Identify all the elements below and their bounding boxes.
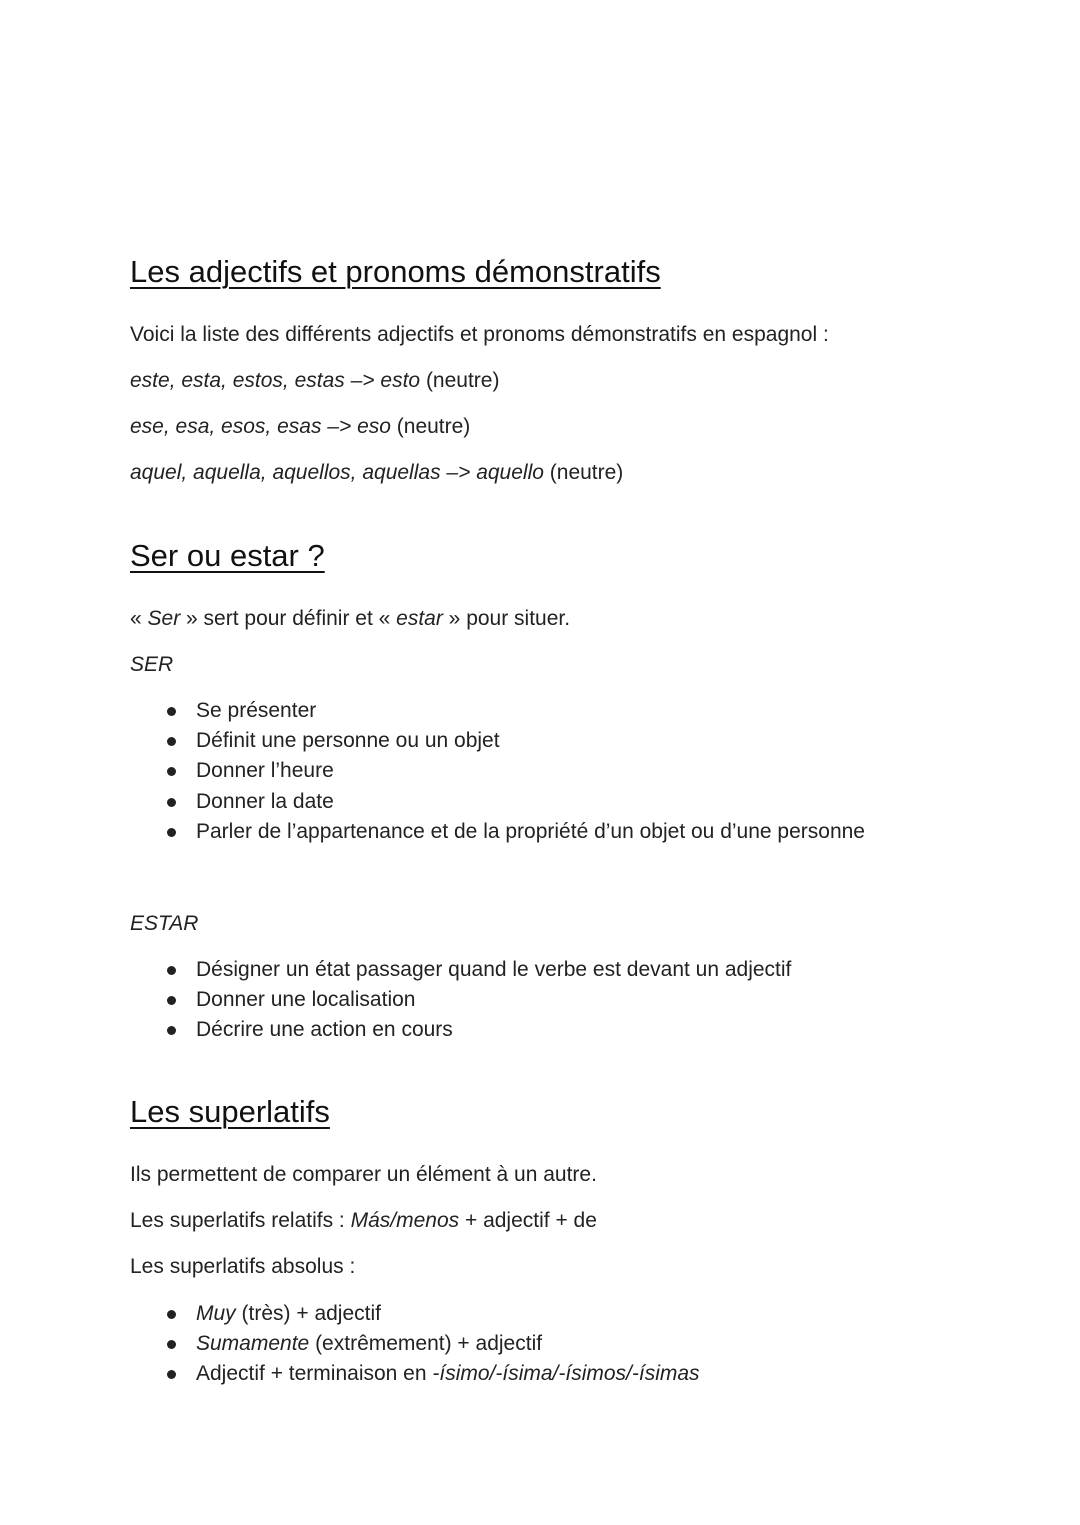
ser-list [162,696,865,847]
absolute-superlatives-label: Les superlatifs absolus : [130,1255,356,1278]
demonstrative-arrow: –> [321,415,358,438]
intro-ser: Ser [147,607,181,630]
ser-label: SER [130,653,174,676]
list-item: Définit une personne ou un objet [162,726,865,756]
demonstrative-neuter: aquello [476,461,544,484]
demonstrative-row-este [130,368,499,394]
heading-superlatives: Les superlatifs [130,1094,330,1129]
relative-superlatives [130,1208,597,1234]
demonstratives-intro: Voici la liste des différents adjectifs et pronoms démonstratifs en espagnol : [130,323,829,346]
heading-demonstratives: Les adjectifs et pronoms démonstratifs [130,254,661,289]
list-item: Décrire une action en cours [162,1015,791,1045]
demonstrative-forms: este, esta, estos, estas [130,369,345,392]
demonstrative-forms: ese, esa, esos, esas [130,415,322,438]
list-item [162,1329,700,1359]
list-item: Se présenter [162,696,865,726]
list-item-text: (très) + adjectif [235,1302,381,1325]
demonstrative-row-aquel [130,460,623,486]
demonstrative-neuter: esto [380,369,421,392]
intro-text: « [130,607,148,630]
relative-rest: + adjectif + de [459,1209,597,1232]
ser-estar-intro [130,606,570,632]
list-item: Donner l’heure [162,756,865,786]
demonstrative-note: (neutre) [390,415,471,438]
demonstrative-note: (neutre) [420,369,500,392]
intro-text: » sert pour définir et « [180,607,397,630]
demonstrative-arrow: –> [440,461,477,484]
list-item [162,1299,700,1329]
relative-label: Les superlatifs relatifs : [130,1209,351,1232]
demonstrative-row-ese [130,414,470,440]
list-item: Désigner un état passager quand le verbe est devant un adjectif [162,955,791,985]
demonstrative-forms: aquel, aquella, aquellos, aquellas [130,461,441,484]
list-item-term: Sumamente [196,1332,310,1356]
demonstrative-arrow: –> [344,369,381,392]
superlatives-intro: Ils permettent de comparer un élément à un autre. [130,1163,597,1186]
list-item-term: Muy [196,1302,236,1325]
estar-label: ESTAR [130,912,199,935]
demonstrative-neuter: eso [357,415,391,438]
list-item: Parler de l’appartenance et de la propriété d’un objet ou d’une personne [162,817,865,847]
relative-form: Más/menos [350,1209,460,1232]
estar-list [162,955,791,1046]
list-item-text: (extrêmement) + adjectif [309,1332,543,1356]
demonstrative-note: (neutre) [543,461,624,484]
intro-estar: estar [396,607,443,630]
list-item: Donner une localisation [162,985,791,1015]
list-item: Donner la date [162,787,865,817]
heading-ser-estar: Ser ou estar ? [130,538,325,573]
list-item-term: -ísimo/-ísima/-ísimos/-ísimas [432,1362,700,1386]
list-item [162,1359,700,1389]
list-item-text: Adjectif + terminaison en [196,1362,433,1386]
intro-text: » pour situer. [442,607,571,630]
absolute-list [162,1299,700,1390]
